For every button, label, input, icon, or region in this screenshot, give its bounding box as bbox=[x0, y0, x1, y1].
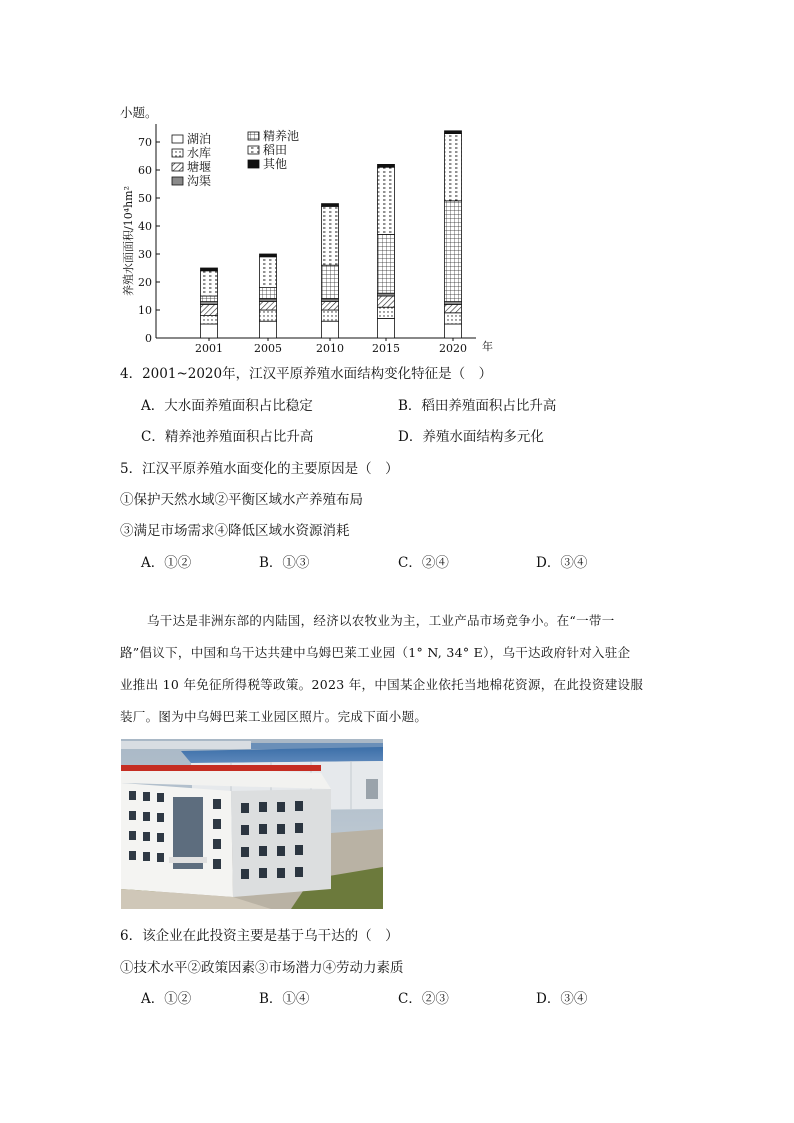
bar-segment bbox=[445, 134, 462, 201]
y-tick-label: 40 bbox=[138, 220, 152, 233]
y-tick-label: 10 bbox=[138, 304, 152, 317]
bar-segment bbox=[260, 321, 277, 338]
y-tick-label: 0 bbox=[145, 332, 152, 345]
chart-axes bbox=[121, 124, 493, 355]
q4-option-d[interactable]: D．养殖水面结构多元化 bbox=[398, 429, 544, 445]
q6-option-b[interactable]: B．①④ bbox=[259, 991, 310, 1007]
bar-segment bbox=[445, 313, 462, 324]
bar-segment bbox=[378, 167, 395, 234]
legend-label: 其他 bbox=[263, 157, 288, 171]
bar-segment bbox=[201, 296, 218, 302]
q5-option-b[interactable]: B．①③ bbox=[259, 555, 310, 571]
bar-segment bbox=[260, 254, 277, 257]
q4-option-a[interactable]: A．大水面养殖面积占比稳定 bbox=[141, 398, 313, 414]
legend-label: 精养池 bbox=[263, 129, 300, 143]
q5-stem: 5．江汉平原养殖水面变化的主要原因是（ ） bbox=[120, 461, 399, 477]
legend-swatch bbox=[172, 149, 183, 157]
bar-segment bbox=[322, 265, 339, 299]
y-tick-label: 60 bbox=[138, 164, 152, 177]
industrial-park-photo bbox=[121, 739, 383, 909]
q5-option-a[interactable]: A．①② bbox=[141, 555, 192, 571]
bar-segment bbox=[445, 201, 462, 302]
passage-line-3: 业推出 10 年免征所得税等政策。2023 年，中国某企业依托当地棉花资源，在此投资建设服 bbox=[120, 677, 644, 692]
legend-swatch bbox=[172, 177, 183, 185]
legend-label: 水库 bbox=[187, 146, 212, 160]
legend-swatch bbox=[248, 160, 259, 168]
bar-segment bbox=[445, 131, 462, 134]
y-tick-label: 50 bbox=[138, 192, 152, 205]
chart-legend bbox=[172, 128, 299, 188]
bar-segment bbox=[322, 204, 339, 207]
x-tick-label: 2015 bbox=[372, 342, 400, 355]
y-tick-label: 20 bbox=[138, 276, 152, 289]
bar-segment bbox=[201, 324, 218, 338]
q4-stem: 4．2001~2020年，江汉平原养殖水面结构变化特征是（ ） bbox=[120, 366, 493, 382]
bar-segment bbox=[322, 321, 339, 338]
q5-option-c[interactable]: C．②④ bbox=[398, 555, 449, 571]
bar-segment bbox=[201, 271, 218, 296]
stacked-bar-chart bbox=[118, 118, 498, 360]
legend-label: 湖泊 bbox=[187, 132, 212, 146]
x-tick-label: 2001 bbox=[195, 342, 223, 355]
x-axis-unit: 年 bbox=[482, 340, 493, 353]
bar-segment bbox=[378, 296, 395, 307]
x-tick-label: 2005 bbox=[254, 342, 282, 355]
bar-segment bbox=[260, 299, 277, 302]
bar-segment bbox=[260, 302, 277, 310]
bar-segment bbox=[378, 234, 395, 293]
q5-statement-line-2: ③满足市场需求④降低区域水资源消耗 bbox=[120, 523, 350, 539]
bar-segment bbox=[201, 304, 218, 315]
bar-segment bbox=[322, 206, 339, 265]
legend-swatch bbox=[172, 135, 183, 143]
q6-option-a[interactable]: A．①② bbox=[141, 991, 192, 1007]
passage-line-1: 乌干达是非洲东部的内陆国，经济以农牧业为主，工业产品市场竞争小。在“一带一 bbox=[147, 613, 615, 628]
bar-segment bbox=[201, 268, 218, 271]
legend-label: 塘堰 bbox=[187, 160, 212, 174]
q5-statement-line-1: ①保护天然水域②平衡区域水产养殖布局 bbox=[120, 492, 363, 508]
y-tick-label: 70 bbox=[138, 136, 152, 149]
q6-option-d[interactable]: D．③④ bbox=[536, 991, 588, 1007]
bar-segment bbox=[260, 310, 277, 321]
chart-bars bbox=[201, 131, 462, 338]
passage-line-2: 路”倡议下，中国和乌干达共建中乌姆巴莱工业园（1° N, 34° E），乌干达政府针对入驻企 bbox=[120, 645, 631, 660]
bar-segment bbox=[201, 316, 218, 324]
legend-swatch bbox=[248, 146, 259, 154]
q6-stem: 6．该企业在此投资主要是基于乌干达的（ ） bbox=[120, 928, 399, 944]
bar-segment bbox=[445, 302, 462, 305]
bar-segment bbox=[322, 302, 339, 310]
x-tick-label: 2020 bbox=[439, 342, 467, 355]
bar-segment bbox=[260, 257, 277, 288]
bar-segment bbox=[378, 164, 395, 167]
bar-segment bbox=[445, 304, 462, 312]
x-tick-label: 2010 bbox=[316, 342, 344, 355]
passage-line-4: 装厂。图为中乌姆巴莱工业园区照片。完成下面小题。 bbox=[120, 709, 428, 724]
legend-label: 稻田 bbox=[263, 143, 288, 157]
legend-label: 沟渠 bbox=[187, 174, 212, 188]
y-tick-label: 30 bbox=[138, 248, 152, 261]
y-axis-label: 养殖水面面积/10⁴hm² bbox=[122, 185, 135, 297]
bar-segment bbox=[378, 318, 395, 338]
legend-swatch bbox=[172, 163, 183, 171]
bar-segment bbox=[322, 299, 339, 302]
intro-fragment: 小题。 bbox=[120, 105, 158, 120]
q6-statement-line-1: ①技术水平②政策因素③市场潜力④劳动力素质 bbox=[120, 960, 404, 976]
bar-segment bbox=[322, 310, 339, 321]
bar-segment bbox=[445, 324, 462, 338]
bar-segment bbox=[201, 302, 218, 305]
bar-segment bbox=[378, 293, 395, 296]
legend-swatch bbox=[248, 132, 259, 140]
q4-option-b[interactable]: B．稻田养殖面积占比升高 bbox=[398, 398, 557, 414]
bar-segment bbox=[378, 307, 395, 318]
q5-option-d[interactable]: D．③④ bbox=[536, 555, 588, 571]
q4-option-c[interactable]: C．精养池养殖面积占比升高 bbox=[141, 429, 314, 445]
bar-segment bbox=[260, 288, 277, 299]
q6-option-c[interactable]: C．②③ bbox=[398, 991, 449, 1007]
